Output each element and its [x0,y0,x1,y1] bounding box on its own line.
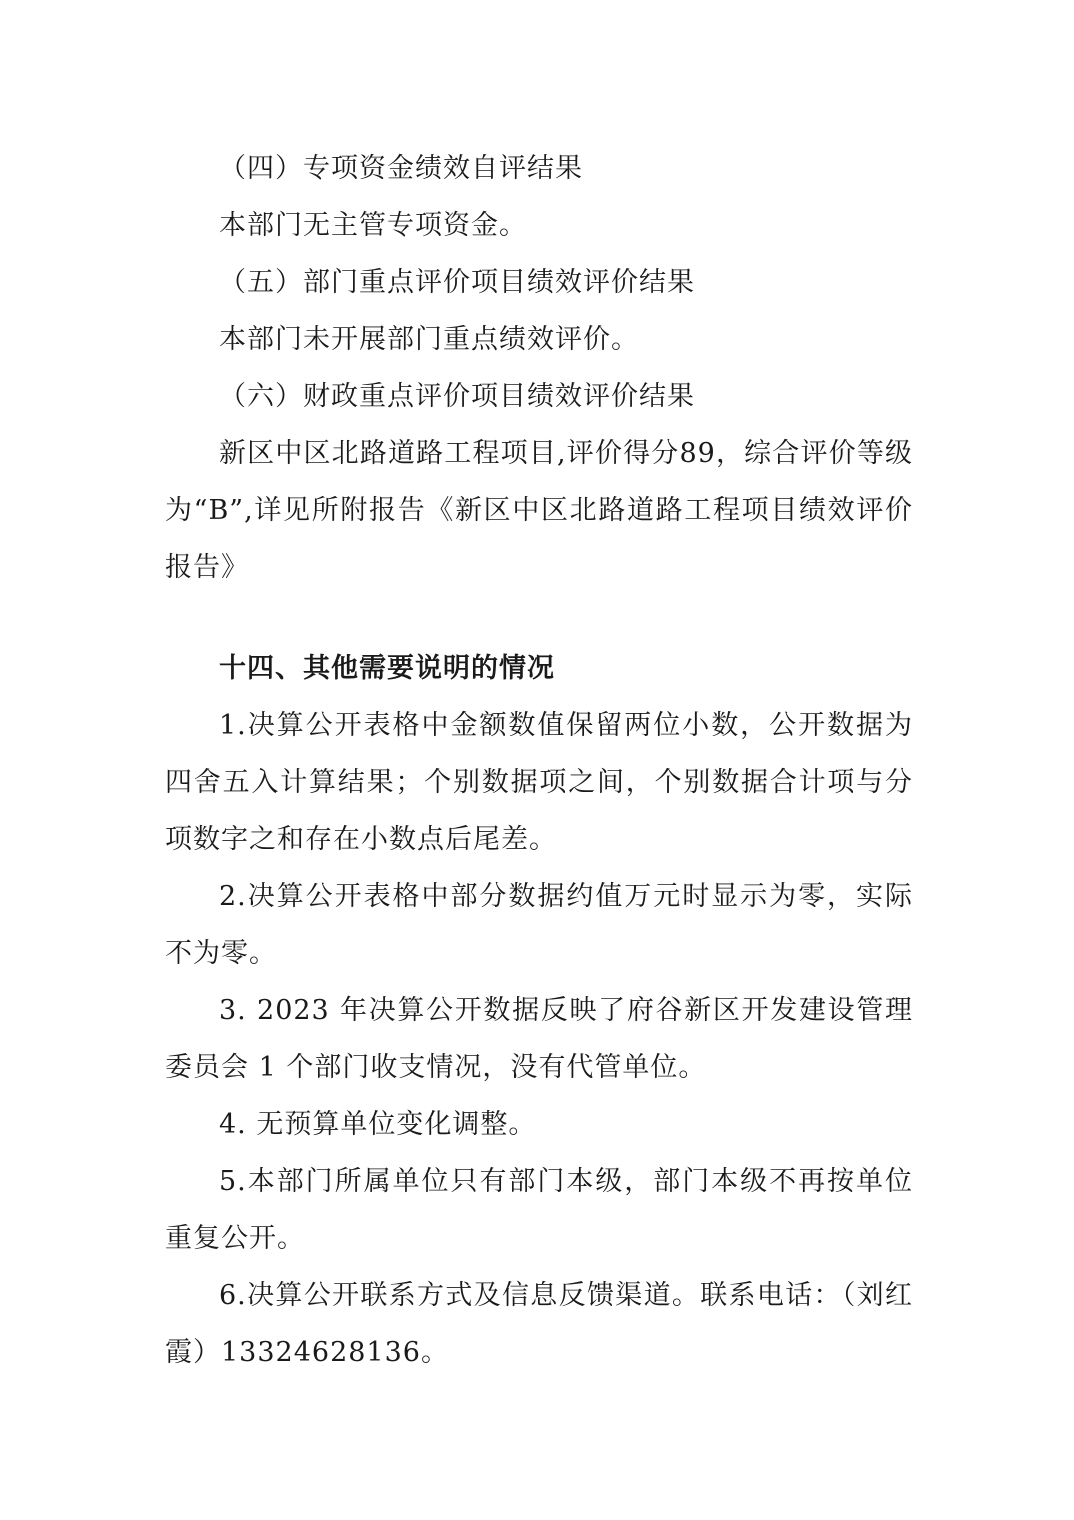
section-14-item-5: 5.本部门所属单位只有部门本级，部门本级不再按单位重复公开。 [165,1166,913,1254]
section-6-body: 新区中区北路道路工程项目,评价得分89，综合评价等级为“B”,详见所附报告《新区中区北路道路工程项目绩效评价报告》 [165,438,913,583]
document-page [165,140,913,1381]
section-14-item-3: 3. 2023 年决算公开数据反映了府谷新区开发建设管理委员会 1 个部门收支情况，没有代管单位。 [165,995,913,1083]
section-spacer [165,596,913,640]
section-5-body: 本部门未开展部门重点绩效评价。 [219,324,639,355]
section-14-item-6: 6.决算公开联系方式及信息反馈渠道。联系电话：（刘红霞）13324628136。 [165,1280,913,1368]
section-14-item-2: 2.决算公开表格中部分数据约值万元时显示为零，实际不为零。 [165,881,913,969]
section-14-item-4: 4. 无预算单位变化调整。 [219,1109,537,1140]
section-5-heading: （五）部门重点评价项目绩效评价结果 [219,267,695,298]
section-4-heading: （四）专项资金绩效自评结果 [219,153,583,184]
section-6-heading: （六）财政重点评价项目绩效评价结果 [219,381,695,412]
section-14-item-1: 1.决算公开表格中金额数值保留两位小数，公开数据为四舍五入计算结果；个别数据项之间，个别数据合计项与分项数字之和存在小数点后尾差。 [165,710,913,855]
section-4-body: 本部门无主管专项资金。 [219,210,527,241]
section-14-heading: 十四、其他需要说明的情况 [219,653,555,684]
